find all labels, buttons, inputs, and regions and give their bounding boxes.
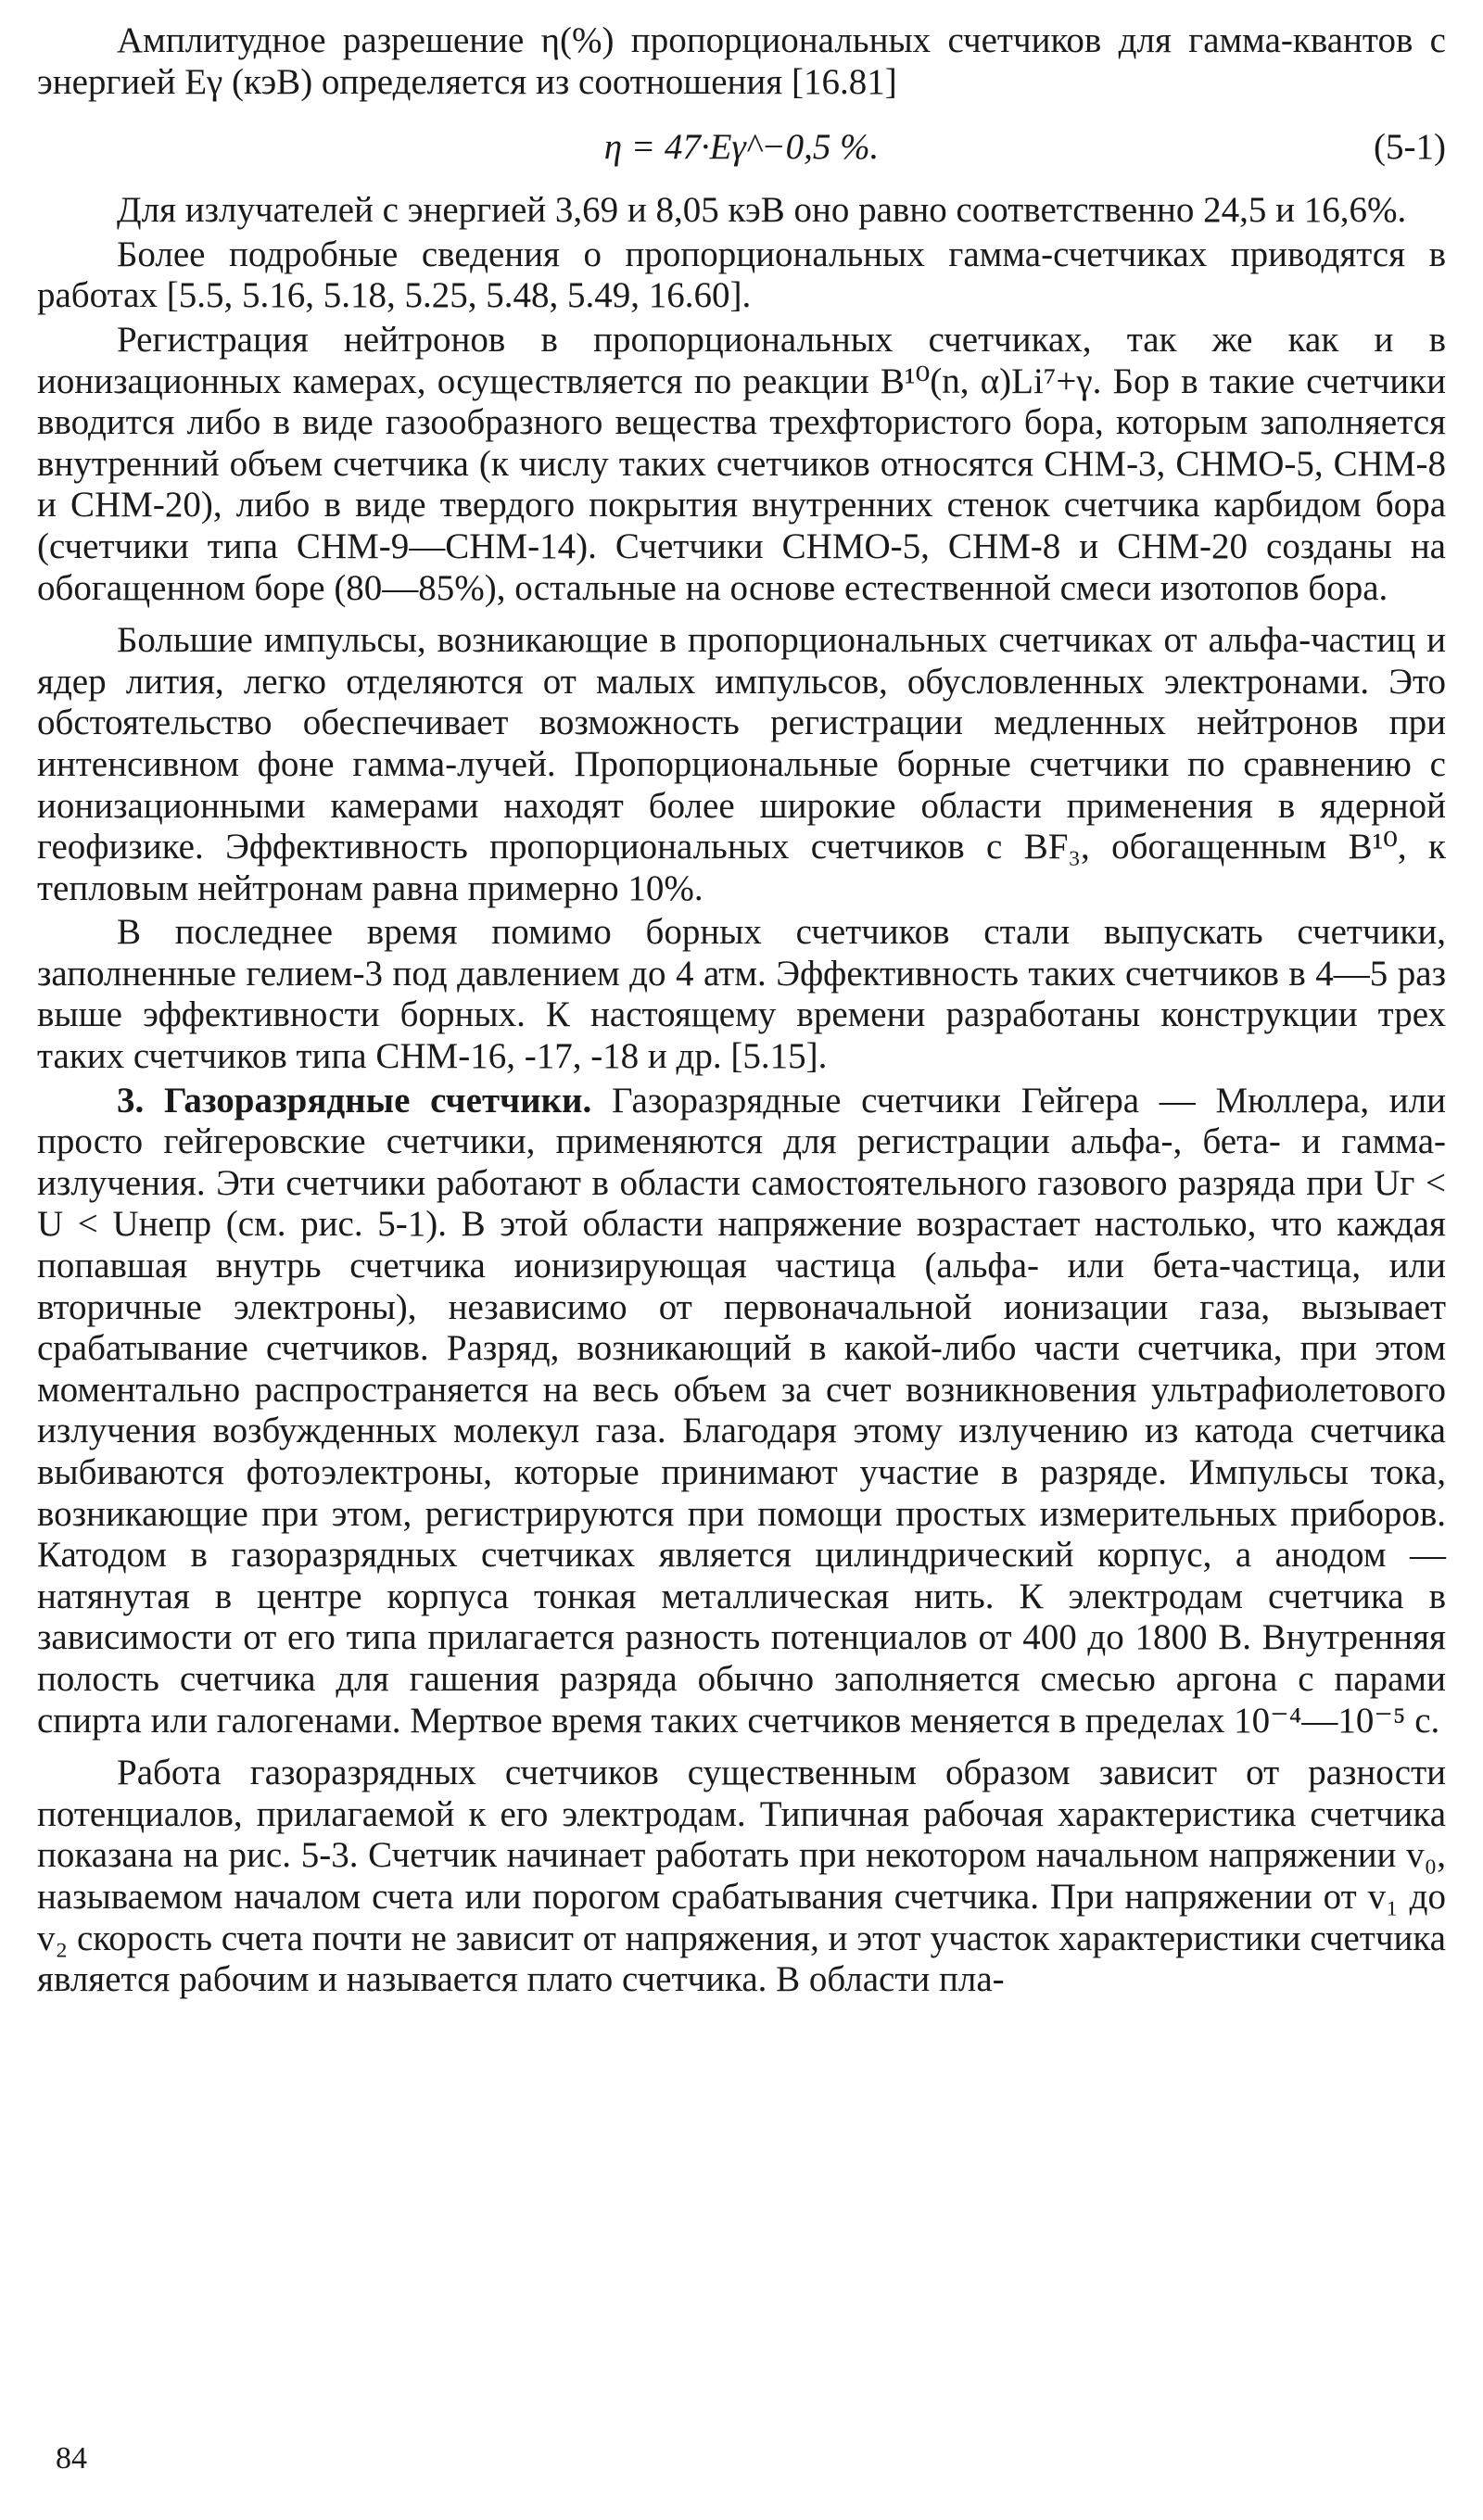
page-number: 84 (56, 2441, 87, 2476)
paragraph-helium-counters: В последнее время помимо борных счетчиков стали выпускать счетчики, заполненные гелием-3 под давлением до 4 атм. Эффективность таких счетчиков в 4—5 раз выше эффективности борных. К настоящему времени разработаны конструкции трех таких счетчиков типа СНМ-16, -17, -18 и др. [5.15]. (37, 912, 1446, 1077)
formula-expression: η = 47·Eγ^−0,5 %. (603, 127, 880, 168)
page-body (37, 20, 1446, 2001)
section-heading: 3. Газоразрядные счетчики. (117, 1080, 592, 1121)
paragraph-counter-characteristic: Работа газоразрядных счетчиков существенным образом зависит от разности потенциалов, прилагаемой к его электродам. Типичная рабочая характеристика счетчика показана на рис. 5-3. Счетчик начинает работать при некотором начальном напряжении v₀, называемом началом счета или порогом срабатывания счетчика. При напряжении от v₁ до v₂ скорость счета почти не зависит от напряжения, и этот участок характеристики счетчика является рабочим и называется плато счетчика. В области пла- (37, 1753, 1446, 2000)
paragraph-neutron-registration: Регистрация нейтронов в пропорциональных счетчиках, так же как и в ионизационных камерах, осуществляется по реакции B¹⁰(n, α)Li⁷+γ. Бор в такие счетчики вводится либо в виде газообразного вещества трехфтористого бора, которым заполняется внутренний объем счетчика (к числу таких счетчиков относятся СНМ-3, СНМО-5, СНМ-8 и СНМ-20), либо в виде твердого покрытия внутренних стенок счетчика карбидом бора (счетчики типа СНМ-9—СНМ-14). Счетчики СНМО-5, СНМ-8 и СНМ-20 созданы на обогащенном боре (80—85%), остальные на основе естественной смеси изотопов бора. (37, 319, 1446, 608)
paragraph-references: Более подробные сведения о пропорциональных гамма-счетчиках приводятся в работах [5.5, 5.16, 5.18, 5.25, 5.48, 5.49, 16.60]. (37, 234, 1446, 316)
formula-number: (5-1) (1374, 127, 1446, 168)
paragraph-large-pulses: Большие импульсы, возникающие в пропорциональных счетчиках от альфа-частиц и ядер лития, легко отделяются от малых импульсов, обусловленных электронами. Это обстоятельство обеспечивает возможность регистрации медленных нейтронов при интенсивном фоне гамма-лучей. Пропорциональные борные счетчики по сравнению с ионизационными камерами находят более широкие области применения в ядерной геофизике. Эффективность пропорциональных счетчиков с BF₃, обогащенным B¹⁰, к тепловым нейтронам равна примерно 10%. (37, 620, 1446, 908)
paragraph-gas-discharge-counters (37, 1081, 1446, 1742)
paragraph-emitter-values: Для излучателей с энергией 3,69 и 8,05 кэВ оно равно соответственно 24,5 и 16,6%. (117, 190, 1407, 231)
formula-block (37, 112, 1446, 183)
paragraph-amplitude-resolution: Амплитудное разрешение η(%) пропорциональных счетчиков для гамма-квантов с энергией Eγ (кэВ) определяется из соотношения [16.81] (37, 20, 1446, 102)
section-text: Газоразрядные счетчики Гейгера — Мюллера, или просто гейгеровские счетчики, применяются для регистрации альфа-, бета- и гамма-излучения. Эти счетчики работают в области самостоятельного газового разряда при Uг < U < Uнепр (см. рис. 5-1). В этой области напряжение возрастает настолько, что каждая попавшая внутрь счетчика ионизирующая частица (альфа- или бета-частица, или вторичные электроны), независимо от первоначальной ионизации газа, вызывает срабатывание счетчиков. Разряд, возникающий в какой-либо части счетчика, при этом моментально распространяется на весь объем за счет возникновения ультрафиолетового излучения возбужденных молекул газа. Благодаря этому излучению из катода счетчика выбиваются фотоэлектроны, которые принимают участие в разряде. Импульсы тока, возникающие при этом, регистрируются при помощи простых измерительных приборов. Катодом в газоразрядных счетчиках является цилиндрический корпус, а анодом — натянутая в центре корпуса тонкая металлическая нить. К электродам счетчика в зависимости от его типа прилагается разность потенциалов от 400 до 1800 В. Внутренняя полость счетчика для гашения разряда обычно заполняется смесью аргона с парами спирта или галогенами. Мертвое время таких счетчиков меняется в пределах 10⁻⁴—10⁻⁵ с. (37, 1080, 1446, 1741)
